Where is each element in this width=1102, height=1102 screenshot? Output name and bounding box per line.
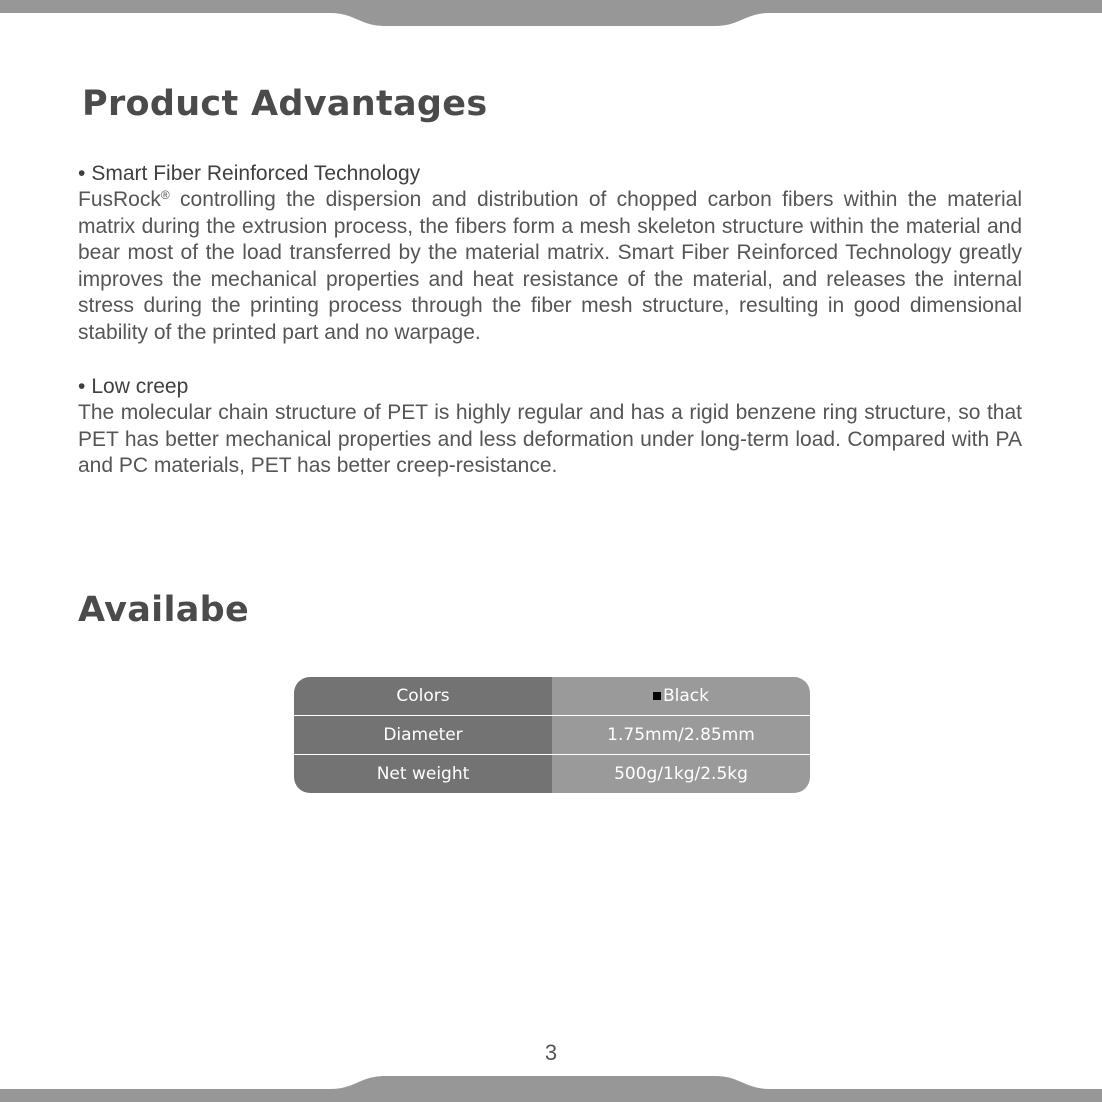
page-number: 3 bbox=[544, 1040, 558, 1065]
advantage-title bbox=[78, 374, 1022, 400]
advantage-item-smart-fiber bbox=[78, 161, 1022, 347]
advantage-title-text: Smart Fiber Reinforced Technology bbox=[91, 162, 421, 185]
advantage-body-text: The molecular chain structure of PET is highly regular and has a rigid benzene ring structure, so that PET has better mechanical properties and less deformation under long-term load. Compared with PA and PC materials, PET has better creep-resistance. bbox=[78, 401, 1022, 478]
spec-label-cell: Diameter bbox=[294, 716, 552, 754]
bullet-icon: • bbox=[78, 162, 86, 185]
table-row-diameter bbox=[294, 715, 810, 754]
brand-name: FusRock bbox=[78, 188, 161, 211]
specification-table bbox=[294, 677, 810, 793]
advantage-item-low-creep bbox=[78, 374, 1022, 480]
top-band-shape bbox=[0, 0, 1102, 26]
spec-label-cell: Net weight bbox=[294, 755, 552, 793]
advantage-body-text: controlling the dispersion and distribution of chopped carbon fibers within the material matrix during the extrusion process, the fibers form a mesh skeleton structure within the material and bear most of the load transferred by the material matrix. Smart Fiber Reinforced Technology greatly improves the mechanical properties and heat resistance of the material, and releases the internal stress during the printing process through the fiber mesh structure, resulting in good dimensional stability of the printed part and no warpage. bbox=[78, 188, 1022, 344]
bottom-decorative-band bbox=[0, 1072, 1102, 1102]
advantage-title-text: Low creep bbox=[91, 375, 189, 398]
registered-trademark: ® bbox=[160, 188, 170, 202]
bullet-icon: • bbox=[78, 375, 86, 398]
spec-value-cell bbox=[552, 677, 810, 715]
spec-label-cell: Colors bbox=[294, 677, 552, 715]
color-value-text: Black bbox=[663, 686, 709, 706]
advantage-body bbox=[78, 187, 1022, 347]
product-advantages-heading: Product Advantages bbox=[82, 84, 488, 124]
color-swatch-icon bbox=[653, 692, 661, 700]
table-row-colors bbox=[294, 677, 810, 715]
spec-value-cell: 1.75mm/2.85mm bbox=[552, 716, 810, 754]
top-decorative-band bbox=[0, 0, 1102, 30]
available-heading: Availabe bbox=[78, 590, 250, 630]
advantage-title bbox=[78, 161, 1022, 187]
bottom-band-shape bbox=[0, 1076, 1102, 1102]
spec-value-cell: 500g/1kg/2.5kg bbox=[552, 755, 810, 793]
table-row-net-weight bbox=[294, 754, 810, 793]
